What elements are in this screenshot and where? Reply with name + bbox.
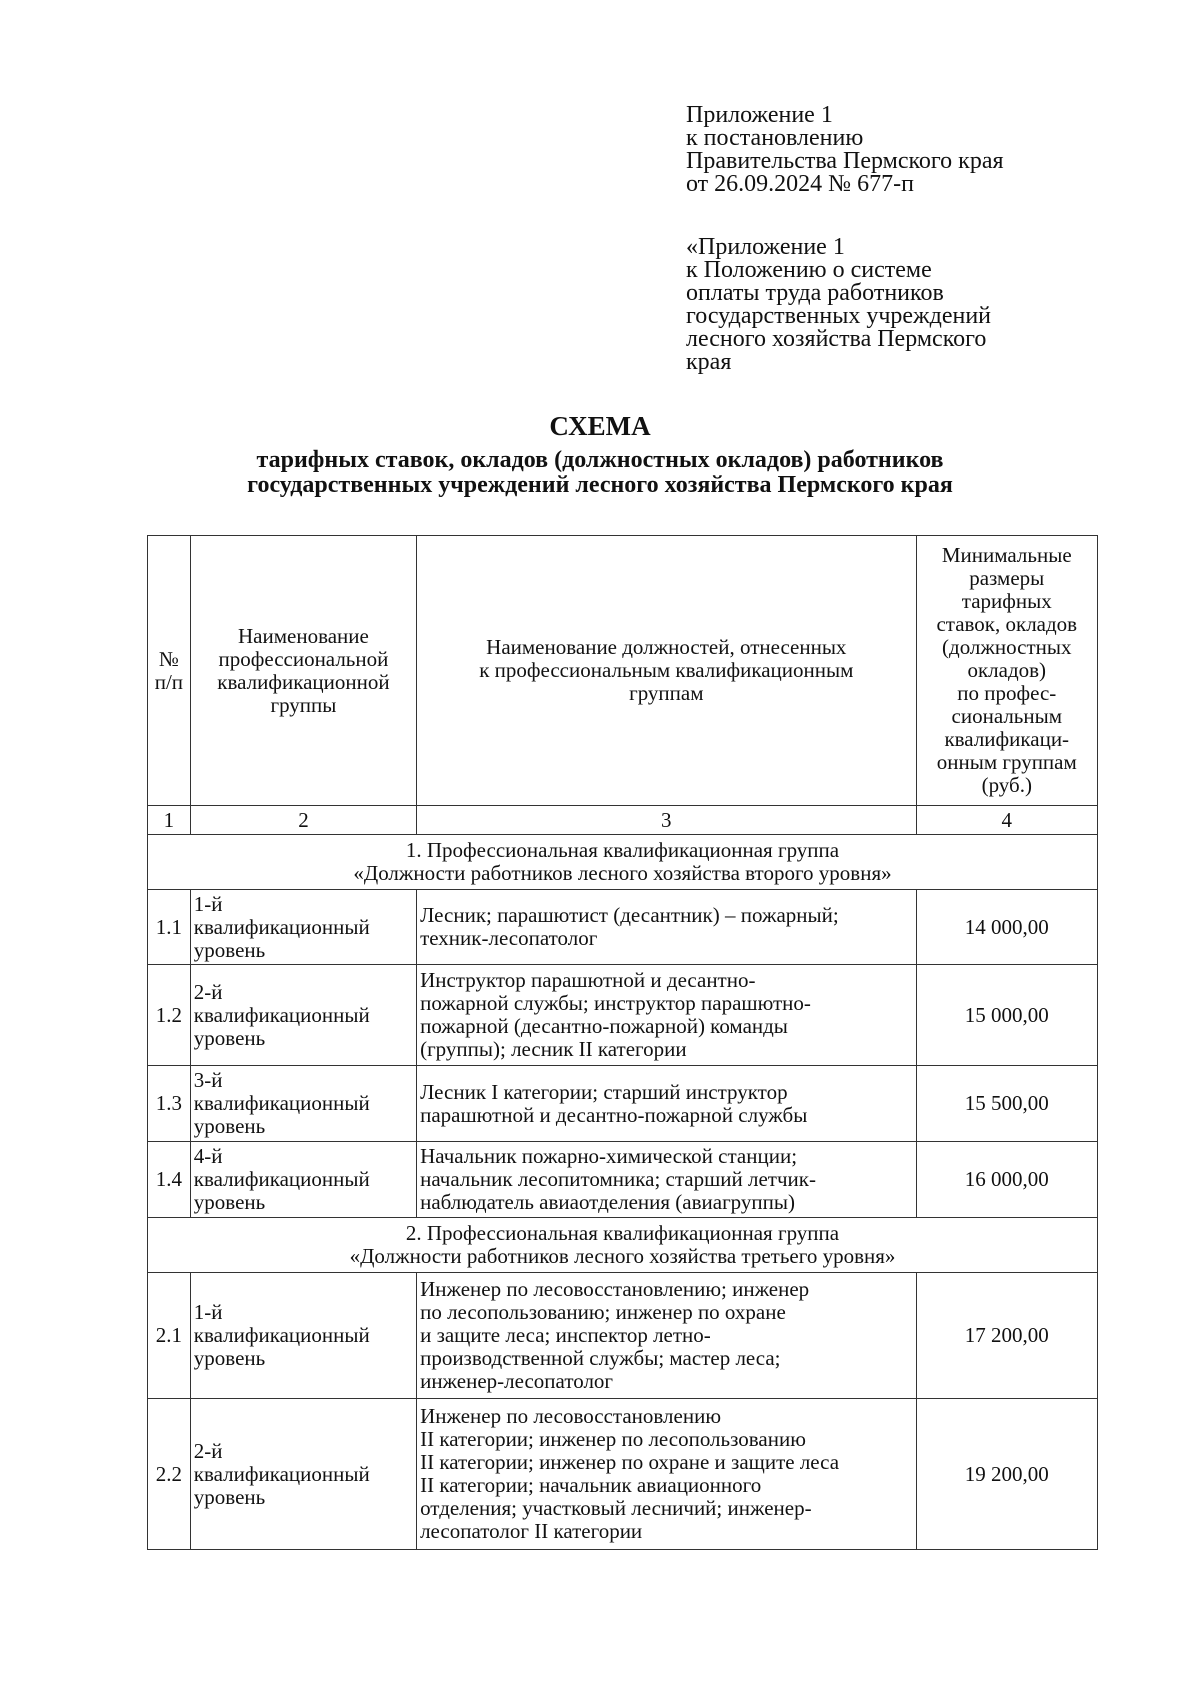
appendix-line: края xyxy=(686,349,732,375)
row-number: 2.1 xyxy=(148,1273,191,1399)
row-positions: Инженер по лесовосстановлению II категории; инженер по лесопользованию II категории; инженер по охране и защите леса II категории; начальник авиационного отделения; участковый лесничий; инженер- лесопатолог II категории xyxy=(417,1399,916,1550)
section-header-row xyxy=(148,835,1098,890)
row-group: 3-й квалификационный уровень xyxy=(190,1066,416,1142)
section-title: 1. Профессиональная квалификационная группа «Должности работников лесного хозяйства второго уровня» xyxy=(148,835,1098,890)
row-salary: 19 200,00 xyxy=(916,1399,1097,1550)
table-row xyxy=(148,890,1098,965)
row-number: 1.1 xyxy=(148,890,191,965)
row-salary: 16 000,00 xyxy=(916,1142,1097,1218)
row-group: 4-й квалификационный уровень xyxy=(190,1142,416,1218)
appendix-line: лесного хозяйства Пермского xyxy=(686,326,987,352)
section-header-row xyxy=(148,1218,1098,1273)
appendix-line: Правительства Пермского края xyxy=(686,148,1004,174)
table-header-row xyxy=(148,536,1098,806)
row-salary: 15 000,00 xyxy=(916,965,1097,1066)
row-salary: 17 200,00 xyxy=(916,1273,1097,1399)
header-positions: Наименование должностей, отнесенных к профессиональным квалификационным группам xyxy=(417,536,916,806)
row-number: 1.4 xyxy=(148,1142,191,1218)
table-row xyxy=(148,1399,1098,1550)
table-row xyxy=(148,1066,1098,1142)
appendix-block-regulation xyxy=(686,236,991,374)
table-row xyxy=(148,965,1098,1066)
appendix-line: оплаты труда работников xyxy=(686,280,944,306)
row-salary: 15 500,00 xyxy=(916,1066,1097,1142)
column-number: 1 xyxy=(148,806,191,835)
row-positions: Инструктор парашютной и десантно- пожарной службы; инструктор парашютно- пожарной (десантно-пожарной) команды (группы); лесник II категории xyxy=(417,965,916,1066)
header-num: № п/п xyxy=(148,536,191,806)
appendix-line: от 26.09.2024 № 677-п xyxy=(686,171,914,197)
section-title: 2. Профессиональная квалификационная группа «Должности работников лесного хозяйства третьего уровня» xyxy=(148,1218,1098,1273)
row-positions: Лесник I категории; старший инструктор парашютной и десантно-пожарной службы xyxy=(417,1066,916,1142)
column-number-row xyxy=(148,806,1098,835)
row-positions: Начальник пожарно-химической станции; начальник лесопитомника; старший летчик- наблюдатель авиаотделения (авиагруппы) xyxy=(417,1142,916,1218)
row-number: 2.2 xyxy=(148,1399,191,1550)
appendix-block-resolution xyxy=(686,104,1004,196)
appendix-line: к постановлению xyxy=(686,125,864,151)
document-subtitle xyxy=(0,448,1200,498)
row-positions: Лесник; парашютист (десантник) – пожарный; техник-лесопатолог xyxy=(417,890,916,965)
row-salary: 14 000,00 xyxy=(916,890,1097,965)
salary-schema-table xyxy=(147,535,1098,1550)
table-row xyxy=(148,1273,1098,1399)
appendix-line: «Приложение 1 xyxy=(686,234,845,260)
column-number: 4 xyxy=(916,806,1097,835)
row-group: 2-й квалификационный уровень xyxy=(190,1399,416,1550)
column-number: 2 xyxy=(190,806,416,835)
appendix-line: Приложение 1 xyxy=(686,102,833,128)
row-group: 1-й квалификационный уровень xyxy=(190,1273,416,1399)
subtitle-line: тарифных ставок, окладов (должностных окладов) работников xyxy=(256,447,944,473)
table-row xyxy=(148,1142,1098,1218)
row-positions: Инженер по лесовосстановлению; инженер по лесопользованию; инженер по охране и защите леса; инспектор летно- производственной службы; мастер леса; инженер-лесопатолог xyxy=(417,1273,916,1399)
row-number: 1.3 xyxy=(148,1066,191,1142)
document-title: СХЕМА xyxy=(549,411,651,441)
appendix-line: государственных учреждений xyxy=(686,303,992,329)
row-number: 1.2 xyxy=(148,965,191,1066)
row-group: 1-й квалификационный уровень xyxy=(190,890,416,965)
row-group: 2-й квалификационный уровень xyxy=(190,965,416,1066)
column-number: 3 xyxy=(417,806,916,835)
header-group: Наименование профессиональной квалификационной группы xyxy=(190,536,416,806)
appendix-line: к Положению о системе xyxy=(686,257,932,283)
subtitle-line: государственных учреждений лесного хозяйства Пермского края xyxy=(247,472,953,498)
header-salary: Минимальные размеры тарифных ставок, окладов (должностных окладов) по профес- сиональным квалификаци- онным группам (руб.) xyxy=(916,536,1097,806)
